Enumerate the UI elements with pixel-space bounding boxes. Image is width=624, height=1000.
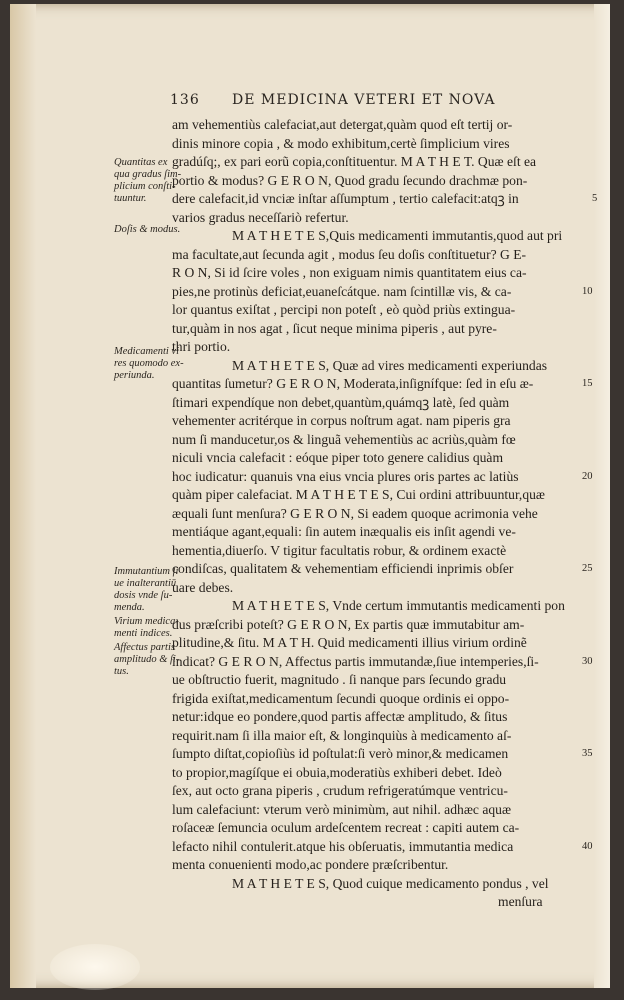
line-number: 40 <box>582 841 593 852</box>
text-line: hoc iudicatur: quanuis vna eius vncia plures oris partes ac latiùs <box>172 469 519 484</box>
text-line: M A T H E T E S, Quæ ad vires medicamenti experiundas <box>232 358 548 373</box>
catchword: menſura <box>498 894 543 909</box>
page-gutter <box>10 4 36 988</box>
side-note: Medicamenti vi res quomodo ex- periunda. <box>114 346 184 381</box>
text-line: quantitas ſumetur? G E R O N, Moderata,inſignífque: ſed in eſu æ- <box>172 376 534 391</box>
line-number: 10 <box>582 286 593 297</box>
text-line: ſumpto diſtat,copioſiùs id poſtulat:ſi verò minor,& medicamen <box>172 746 509 761</box>
line-number: 25 <box>582 563 593 574</box>
text-line: indicat? G E R O N, Affectus partis immutandæ,ſiue intemperies,ſi- <box>172 654 539 669</box>
text-line: ſtimari expendíque non debet,quantùm,quámqꝫ latè, ſed quàm <box>172 395 510 410</box>
text-line: M A T H E T E S, Vnde certum immutantis medicamenti pon <box>232 598 565 613</box>
text-line: netur:idque eo pondere,quod partis affectæ amplitudo, & ſitus <box>172 709 508 724</box>
text-line: pies,ne protinùs deficiat,euaneſcátque. nam ſcintillæ vis, & ca- <box>172 284 512 299</box>
running-title: DE MEDICINA VETERI ET NOVA <box>232 92 496 108</box>
text-line: M A T H E T E S,Quis medicamenti immutantis,quod aut pri <box>232 228 563 243</box>
line-number: 5 <box>592 193 598 204</box>
text-line: am vehementiùs calefaciat,aut detergat,quàm quod eſt tertij or- <box>172 117 513 132</box>
paper-stain <box>50 944 140 990</box>
line-number: 15 <box>582 378 593 389</box>
side-note: Virium medica- menti indices. <box>114 616 179 639</box>
text-line: hementia,diuerſo. V tigitur facultatis robur, & ordinem exactè <box>172 543 507 558</box>
text-line: ue obſtructio fuerit, magnitudo . ſi nanque pars ſecundo gradu <box>172 672 507 687</box>
text-line: dere calefacit,id vnciæ inſtar aſſumptum , tertio calefacit:atqꝫ in <box>172 191 519 206</box>
line-number: 35 <box>582 748 593 759</box>
text-line: tur,quàm in nos agat , ſicut neque minima piperis , aut pyre- <box>172 321 497 336</box>
text-line: lum calefaciunt: vterum verò minimùm, aut nihil. adhæc aquæ <box>172 802 512 817</box>
line-number: 30 <box>582 656 593 667</box>
side-note: Affectus partis amplitudo & ſi- tus. <box>114 642 180 677</box>
text-line: ſex, aut octo grana piperis , crudum refrigeratúmque ventricu- <box>172 783 508 798</box>
text-line: ma facultate,aut ſecunda agit , modus ſeu doſis conſtituetur? G E- <box>172 247 527 262</box>
text-line: thri portio. <box>172 339 231 354</box>
text-line: mentiáque agant,equali: ſin autem inæqualis eis inſit agendi ve- <box>172 524 516 539</box>
side-note: Doſis & modus. <box>114 224 181 235</box>
text-line: M A T H E T E S, Quod cuique medicamento pondus , vel <box>232 876 549 891</box>
text-line: varios gradus neceſſariò refertur. <box>172 210 349 225</box>
text-line: roſaceæ ſemuncia oculum ardeſcentem recreat : capiti autem ca- <box>172 820 520 835</box>
text-line: vehementer acritérque in corpus noſtrum agat. nam piperis gra <box>172 413 511 428</box>
text-line: num ſi manducetur,os & linguã vehementiùs ac acriùs,quàm fœ <box>172 432 516 447</box>
page-edge <box>594 4 610 988</box>
text-line: uare debes. <box>172 580 234 595</box>
text-line: condiſcas, qualitatem & vehementiam efficiendi inprimis obſer <box>172 561 514 576</box>
text-line: dinis minore copia , & modo exhibitum,certè ſimplicium vires <box>172 136 510 151</box>
text-line: frigida exiſtat,medicamentum ſecundi quoque ordinis ei oppo- <box>172 691 510 706</box>
text-line: lefacto nihil contulerit.atque his obſeruatis, immutantia medica <box>172 839 514 854</box>
side-note: Quantitas ex qua gradus ſim- plicium conſti- tuuntur. <box>114 157 182 204</box>
text-line: niculi vncia calefacit : eóque piper toto genere calidius quàm <box>172 450 504 465</box>
text-line: dus præſcribi poteſt? G E R O N, Ex partis quæ immutabitur am- <box>172 617 525 632</box>
text-line: lor quantus exiſtat , percipi non poteſt , eò quòd priùs extingua- <box>172 302 516 317</box>
text-line: æquali ſunt menſura? G E R O N, Si eadem quoque acrimonia vehe <box>172 506 538 521</box>
text-line: R O N, Si id ſcire voles , non exiguam nimis quantitatem eius ca- <box>172 265 527 280</box>
text-line: portio & modus? G E R O N, Quod gradu ſecundo drachmæ pon- <box>172 173 528 188</box>
page-number: 136 <box>170 92 200 108</box>
text-line: quàm piper calefaciat. M A T H E T E S, Cui ordini attribuuntur,quæ <box>172 487 545 502</box>
page-header <box>170 92 510 112</box>
line-number: 20 <box>582 471 593 482</box>
text-line: gradúſq;, ex pari eorũ copia,conſtituentur. M A T H E T. Quæ eſt ea <box>172 154 537 169</box>
text-line: requirit.nam ſi illa maior eſt, & longinquiùs à medicamento aſ- <box>172 728 512 743</box>
text-line: menta conuenienti modo,ac pondere præſcribentur. <box>172 857 449 872</box>
text-line: to propior,magíſque ei obuia,moderatiùs exhiberi debet. Ideò <box>172 765 502 780</box>
side-note: Immutantium ſi ue inalterantiū dosis vnde ſu- menda. <box>114 566 179 613</box>
text-line: plitudine,& ſitu. M A T H. Quid medicamenti illius virium ordinẽ <box>172 635 527 650</box>
